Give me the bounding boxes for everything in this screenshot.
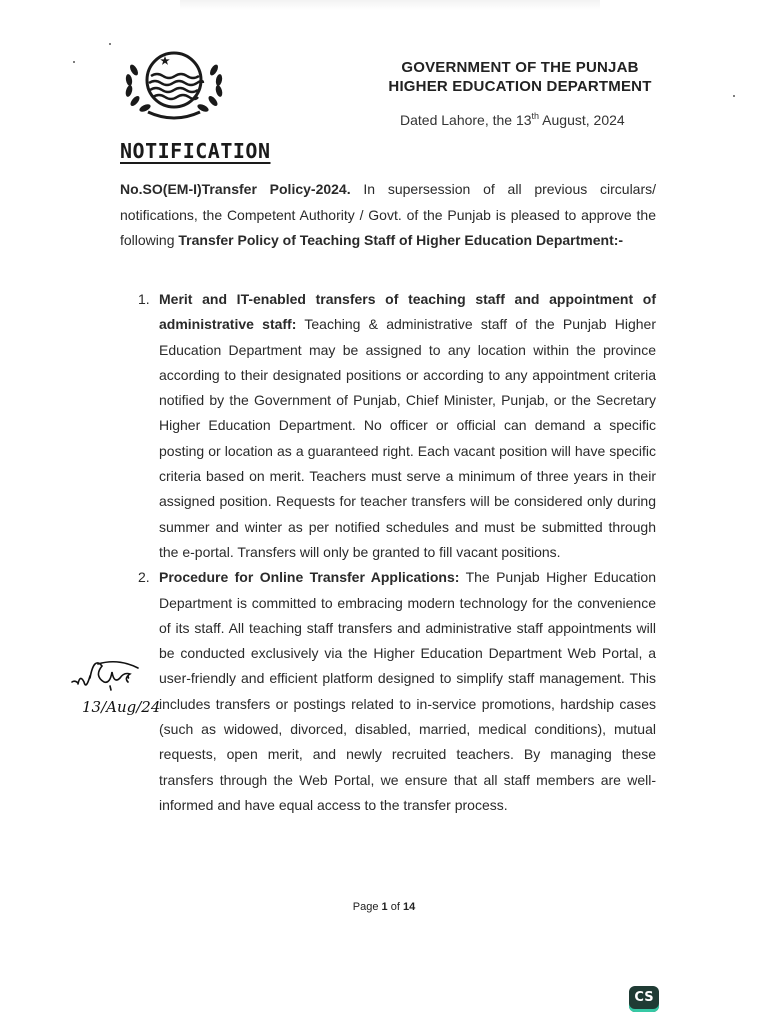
scan-speck [109,43,111,45]
handwritten-signature [68,652,160,718]
item-body: Teaching & administrative staff of the Punjab Higher Education Department may be assigned to any location within the province according to their designated positions or according to any appointment criteria notified by the Government of Punjab, Chief Minister, Punjab, or the Secretary Higher Education Department. No officer or official can demand a specific posting or location as a guaranteed right. Each vacant position will have specific criteria based on merit. Teachers must serve a minimum of three years in their assigned position. Requests for teacher transfers will be considered only during summer and winter as per notified schedules and must be submitted through the e-portal. Transfers will only be granted to fill vacant positions. [159,316,656,560]
dated-prefix: Dated Lahore, the 13 [400,112,532,128]
page-current: 1 [381,901,388,913]
list-item [120,565,656,818]
page-total: 14 [402,901,416,913]
dated-ordinal: th [531,111,540,121]
signature-date: 13/Aug/24 [82,698,160,716]
item-number: 2. [138,569,150,586]
policy-name: Transfer Policy of Teaching Staff of Higher Education Department:- [178,232,624,248]
dated-suffix: August, 2024 [539,112,625,128]
item-number: 1. [138,291,150,307]
scan-bleed-through [180,0,600,10]
list-item [120,287,656,565]
item-heading: Merit and IT-enabled transfers of teaching staff and appointment of administrative staff: [159,291,656,333]
page-mid: of [387,901,403,913]
item-heading: Procedure for Online Transfer Applications: [159,569,460,586]
page-footer [0,901,768,913]
intro-text: In supersession of all previous circulars/ notifications, the Competent Authority / Govt. of the Punjab is pleased to approve the following [120,181,657,248]
punjab-government-emblem-icon [118,40,230,122]
government-name: GOVERNMENT OF THE PUNJAB [401,59,639,76]
department-header [370,58,670,96]
scan-speck [73,61,75,63]
page-prefix: Page [352,901,382,913]
camscanner-badge: CS [629,986,659,1012]
department-name: HIGHER EDUCATION DEPARTMENT [388,78,652,95]
notification-title: NOTIFICATION [120,139,271,163]
reference-number: No.SO(EM-I)Transfer Policy-2024. [120,181,351,197]
dated-line [400,112,625,128]
scan-speck [733,95,735,97]
policy-items-list [120,287,656,818]
item-body: The Punjab Higher Education Department is committed to embracing modern technology for the convenience of its staff. All teaching staff transfers and administrative staff appointments will be conducted exclusively via the Higher Education Department Web Portal, a user-friendly and efficient platform designed to simplify staff management. This includes transfers or postings related to in-service promotions, hardship cases (such as widowed, divorced, disabled, married, medical conditions), mutual requests, open merit, and newly recruited teachers. By managing these transfers through the Web Portal, we ensure that all staff members are well-informed and have equal access to the transfer process. [159,569,656,813]
intro-paragraph [120,177,656,254]
